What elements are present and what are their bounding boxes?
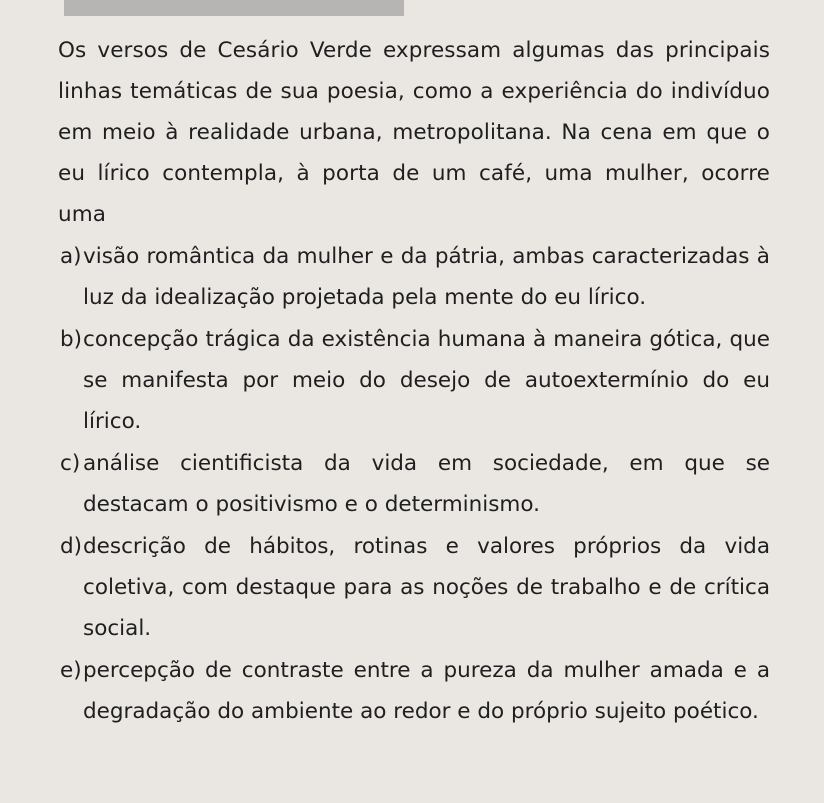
option-letter: c) xyxy=(60,451,81,476)
option-letter: b) xyxy=(60,327,83,352)
question-block xyxy=(58,30,770,732)
option-text: análise cientificista da vida em sociedade, em que se destacam o positivismo e o determinismo. xyxy=(83,451,770,517)
option-b[interactable] xyxy=(58,319,770,442)
option-letter: a) xyxy=(60,244,82,269)
option-a[interactable] xyxy=(58,236,770,318)
option-text: percepção de contraste entre a pureza da mulher amada e a degradação do ambiente ao redor e do próprio sujeito poético. xyxy=(83,658,770,724)
answer-options xyxy=(58,236,770,732)
option-d[interactable] xyxy=(58,526,770,649)
option-e[interactable] xyxy=(58,650,770,732)
question-stem: Os versos de Cesário Verde expressam algumas das principais linhas temáticas de sua poesia, como a experiência do indivíduo em meio à realidade urbana, metropolitana. Na cena em que o eu lírico contempla, à porta de um café, uma mulher, ocorre uma xyxy=(58,38,770,227)
option-letter: d) xyxy=(60,534,83,559)
option-text: concepção trágica da existência humana à maneira gótica, que se manifesta por meio do desejo de autoextermínio do eu lírico. xyxy=(83,327,770,434)
option-letter: e) xyxy=(60,658,82,683)
option-c[interactable] xyxy=(58,443,770,525)
option-text: visão romântica da mulher e da pátria, ambas caracterizadas à luz da idealização projetada pela mente do eu lírico. xyxy=(83,244,770,310)
option-text: descrição de hábitos, rotinas e valores próprios da vida coletiva, com destaque para as noções de trabalho e de crítica social. xyxy=(83,534,770,641)
top-edge-bar xyxy=(64,0,404,16)
